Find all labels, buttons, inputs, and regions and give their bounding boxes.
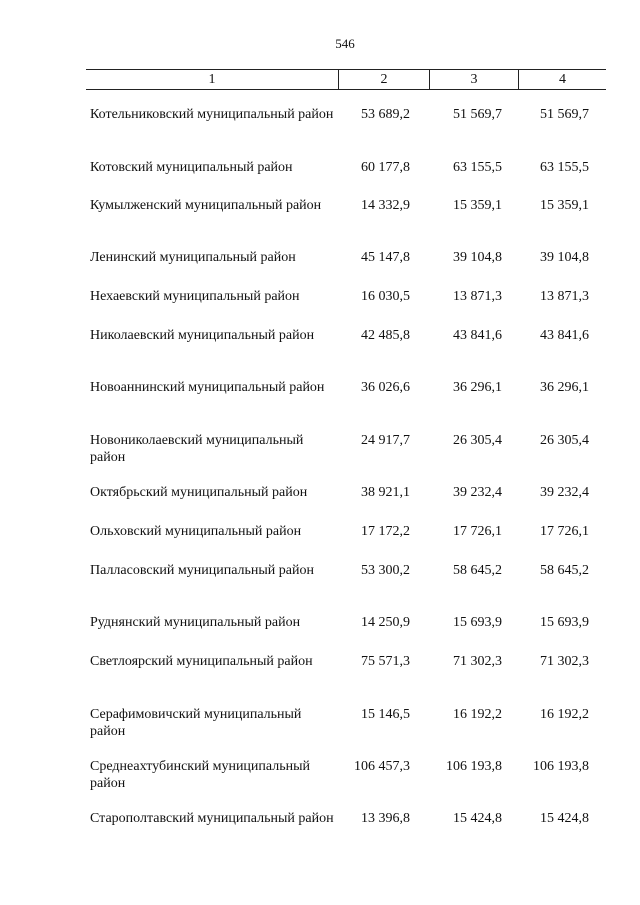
value-col-4: 17 726,1 — [540, 524, 589, 539]
district-name: Котовский муниципальный район — [90, 160, 293, 175]
value-col-3: 39 104,8 — [453, 250, 502, 265]
value-col-3: 15 359,1 — [453, 198, 502, 213]
value-col-4: 16 192,2 — [540, 707, 589, 722]
value-col-4: 36 296,1 — [540, 380, 589, 395]
district-name: Среднеахтубинский муниципальный район — [90, 759, 311, 791]
value-col-3: 15 424,8 — [453, 811, 502, 826]
value-col-2: 36 026,6 — [361, 380, 410, 395]
value-col-4: 58 645,2 — [540, 563, 589, 578]
district-name: Ольховский муниципальный район — [90, 524, 302, 539]
column-header-3: 3 — [430, 70, 519, 89]
value-col-3: 63 155,5 — [453, 160, 502, 175]
value-col-2: 75 571,3 — [361, 654, 410, 669]
value-col-2: 14 250,9 — [361, 615, 410, 630]
district-name: Руднянский муниципальный район — [90, 615, 301, 630]
column-header-1: 1 — [86, 70, 339, 89]
value-col-2: 42 485,8 — [361, 328, 410, 343]
value-col-2: 13 396,8 — [361, 811, 410, 826]
district-name: Серафимовичский муниципальный район — [90, 707, 302, 739]
district-name: Светлоярский муниципальный район — [90, 654, 313, 669]
value-col-3: 15 693,9 — [453, 615, 502, 630]
value-col-4: 43 841,6 — [540, 328, 589, 343]
value-col-4: 39 104,8 — [540, 250, 589, 265]
value-col-4: 106 193,8 — [533, 759, 589, 774]
value-col-2: 15 146,5 — [361, 707, 410, 722]
value-col-2: 24 917,7 — [361, 433, 410, 448]
value-col-3: 17 726,1 — [453, 524, 502, 539]
value-col-3: 71 302,3 — [453, 654, 502, 669]
value-col-4: 15 359,1 — [540, 198, 589, 213]
value-col-4: 63 155,5 — [540, 160, 589, 175]
district-name: Палласовский муниципальный район — [90, 563, 314, 578]
value-col-3: 39 232,4 — [453, 485, 502, 500]
district-name: Котельниковский муниципальный район — [90, 107, 334, 122]
district-name: Нехаевский муниципальный район — [90, 289, 300, 304]
value-col-4: 51 569,7 — [540, 107, 589, 122]
value-col-3: 36 296,1 — [453, 380, 502, 395]
page-number: 546 — [335, 36, 355, 51]
value-col-3: 58 645,2 — [453, 563, 502, 578]
value-col-4: 39 232,4 — [540, 485, 589, 500]
value-col-4: 71 302,3 — [540, 654, 589, 669]
value-col-4: 26 305,4 — [540, 433, 589, 448]
value-col-3: 26 305,4 — [453, 433, 502, 448]
value-col-2: 53 689,2 — [361, 107, 410, 122]
district-name: Кумылженский муниципальный район — [90, 198, 322, 213]
value-col-2: 106 457,3 — [354, 759, 410, 774]
column-header-2: 2 — [339, 70, 430, 89]
value-col-3: 106 193,8 — [446, 759, 502, 774]
value-col-2: 45 147,8 — [361, 250, 410, 265]
value-col-3: 13 871,3 — [453, 289, 502, 304]
value-col-4: 15 424,8 — [540, 811, 589, 826]
value-col-3: 16 192,2 — [453, 707, 502, 722]
value-col-3: 51 569,7 — [453, 107, 502, 122]
district-name: Новониколаевский муниципальный район — [90, 433, 304, 465]
district-name: Николаевский муниципальный район — [90, 328, 315, 343]
district-name: Старополтавский муниципальный район — [90, 811, 334, 826]
value-col-2: 16 030,5 — [361, 289, 410, 304]
district-name: Ленинский муниципальный район — [90, 250, 296, 265]
value-col-2: 53 300,2 — [361, 563, 410, 578]
column-header-4: 4 — [559, 72, 566, 87]
district-name: Октябрьский муниципальный район — [90, 485, 308, 500]
value-col-2: 60 177,8 — [361, 160, 410, 175]
value-col-2: 14 332,9 — [361, 198, 410, 213]
value-col-4: 13 871,3 — [540, 289, 589, 304]
value-col-2: 38 921,1 — [361, 485, 410, 500]
district-name: Новоаннинский муниципальный район — [90, 380, 325, 395]
value-col-4: 15 693,9 — [540, 615, 589, 630]
table-header-row — [86, 69, 606, 90]
value-col-2: 17 172,2 — [361, 524, 410, 539]
value-col-3: 43 841,6 — [453, 328, 502, 343]
